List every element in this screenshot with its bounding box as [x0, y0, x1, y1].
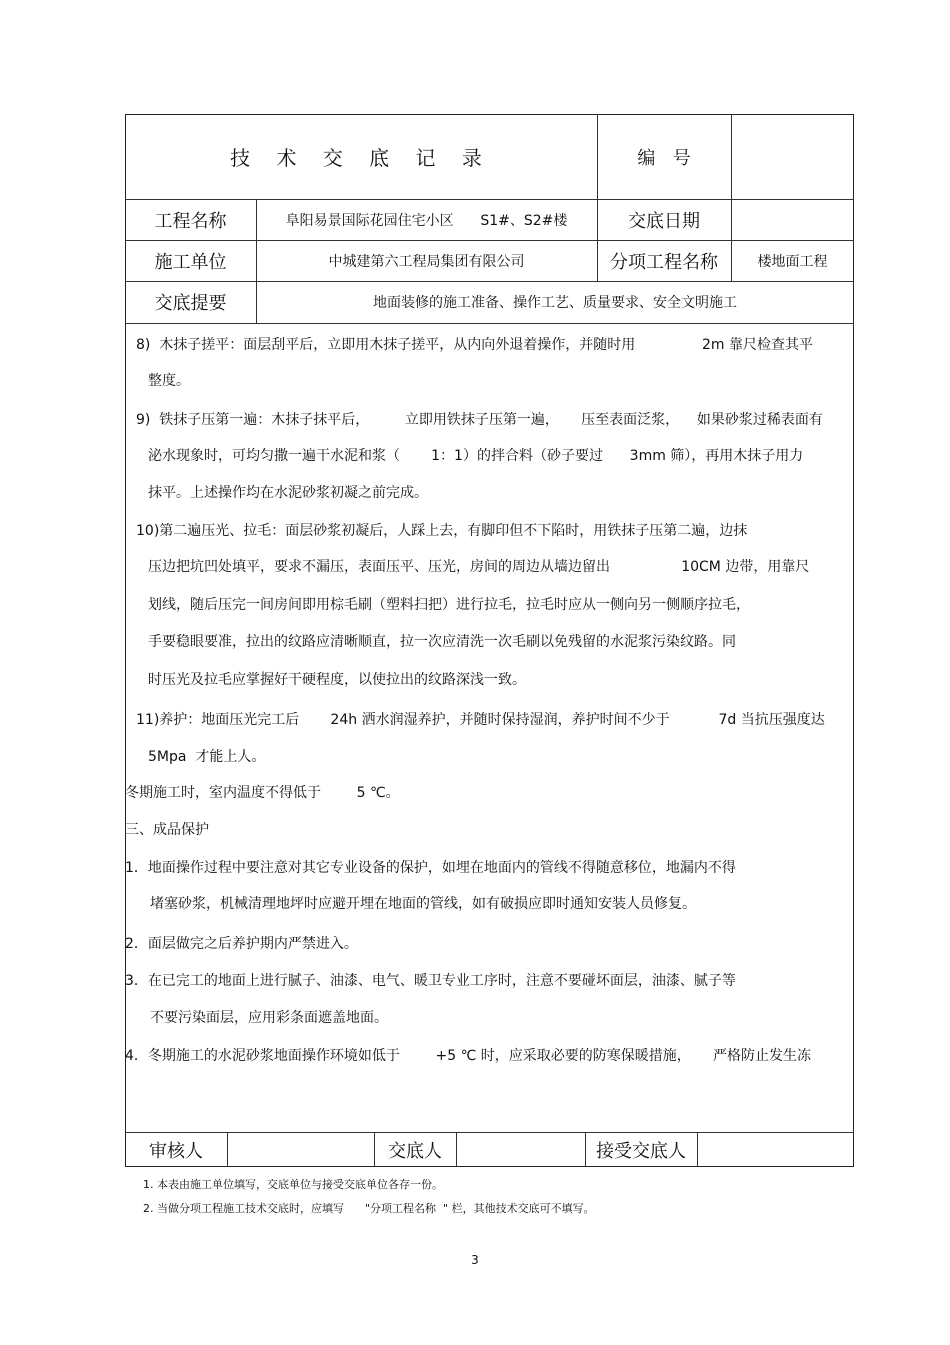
reviewer-value[interactable] [227, 1132, 374, 1167]
body-line: 不要污染面层，应用彩条面遮盖地面。 [150, 1010, 388, 1026]
body-line: 手要稳眼要准，拉出的纹路应清晰顺直，拉一次应清洗一次毛刷以免残留的水泥浆污染纹路。同 [148, 634, 736, 650]
date-value[interactable] [731, 199, 854, 240]
project-name-value[interactable]: 阜阳易景国际花园住宅小区 S1#、S2#楼 [285, 212, 568, 229]
date-label: 交底日期 [628, 210, 700, 232]
body-line: 划线，随后压完一间房间即用棕毛刷（塑料扫把）进行拉毛，拉毛时应从一侧向另一侧顺序拉毛， [148, 597, 750, 613]
body-line: 4．冬期施工的水泥砂浆地面操作环境如低于 +5 ℃ 时，应采取必要的防寒保暖措施， 严格防止发生冻 [125, 1048, 812, 1064]
reviewer-label: 审核人 [149, 1140, 203, 1162]
summary-label: 交底提要 [154, 293, 227, 314]
discloser-value[interactable] [456, 1132, 585, 1167]
body-line: 整度。 [148, 373, 190, 389]
receiver-label: 接受交底人 [596, 1140, 686, 1162]
contractor-value[interactable]: 中城建第六工程局集团有限公司 [328, 253, 525, 270]
body-line: 堵塞砂浆，机械清理地坪时应避开埋在地面的管线，如有破损应即时通知安装人员修复。 [150, 896, 696, 912]
number-label: 编 号 [637, 147, 691, 169]
footnote: 1. 本表由施工单位填写，交底单位与接受交底单位各存一份。 [143, 1178, 443, 1191]
body-line: 抹平。上述操作均在水泥砂浆初凝之前完成。 [148, 485, 428, 501]
body-line: 时压光及拉毛应掌握好干硬程度，以使拉出的纹路深浅一致。 [148, 672, 526, 688]
form-title: 技 术 交 底 记 录 [230, 146, 492, 170]
page-number: 3 [471, 1253, 479, 1267]
body-line: 2．面层做完之后养护期内严禁进入。 [125, 936, 358, 952]
sub-project-label: 分项工程名称 [610, 251, 718, 273]
body-line: 10)第二遍压光、拉毛：面层砂浆初凝后，人踩上去，有脚印但不下陷时，用铁抹子压第二遍，边抹 [136, 523, 748, 539]
body-line: 1．地面操作过程中要注意对其它专业设备的保护，如埋在地面内的管线不得随意移位，地漏内不得 [125, 860, 736, 876]
body-line: 3．在已完工的地面上进行腻子、油漆、电气、暖卫专业工序时，注意不要碰坏面层，油漆、腻子等 [125, 973, 736, 989]
footnote: 2. 当做分项工程施工技术交底时，应填写 "分项工程名称 " 栏，其他技术交底可不填写。 [143, 1202, 595, 1215]
body-line: 9) 铁抹子压第一遍：木抹子抹平后， 立即用铁抹子压第一遍， 压至表面泛浆， 如果砂浆过稀表面有 [136, 412, 823, 428]
summary-value[interactable]: 地面装修的施工准备、操作工艺、质量要求、安全文明施工 [373, 295, 737, 311]
body-line: 11)养护：地面压光完工后 24h 洒水润湿养护，并随时保持湿润，养护时间不少于 7d 当抗压强度达 [136, 712, 825, 728]
section-heading: 三、成品保护 [125, 822, 209, 838]
project-name-label: 工程名称 [154, 210, 227, 232]
sub-project-value[interactable]: 楼地面工程 [757, 253, 828, 270]
body-line: 冬期施工时，室内温度不得低于 5 ℃。 [125, 785, 400, 801]
contractor-label: 施工单位 [154, 251, 227, 273]
body-line: 5Mpa 才能上人。 [148, 749, 266, 765]
number-value[interactable] [731, 114, 854, 199]
body-line: 泌水现象时，可均匀撒一遍干水泥和浆（ 1：1）的拌合料（砂子要过 3mm 筛），再用木抹子用力 [148, 448, 804, 464]
body-line: 8) 木抹子搓平：面层刮平后，立即用木抹子搓平，从内向外退着操作，并随时用 2m 靠尺检查其平 [136, 337, 814, 353]
body-line: 压边把坑凹处填平，要求不漏压，表面压平、压光，房间的周边从墙边留出 10CM 边带，用靠尺 [148, 559, 810, 575]
receiver-value[interactable] [697, 1132, 854, 1167]
row-divider [125, 323, 854, 324]
discloser-label: 交底人 [388, 1140, 442, 1162]
